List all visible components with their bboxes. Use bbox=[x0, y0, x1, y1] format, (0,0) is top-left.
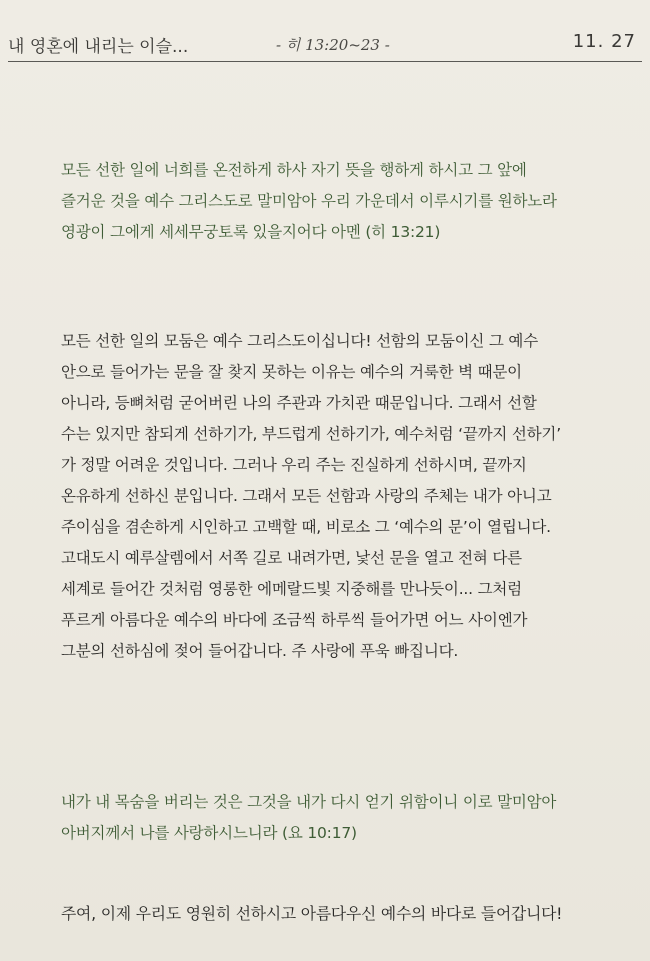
scripture-line: 내가 내 목숨을 버리는 것은 그것을 내가 다시 얻기 위함이니 이로 말미암아 bbox=[61, 793, 557, 811]
closing-prayer bbox=[61, 898, 630, 929]
paragraph-line: 가 정말 어려운 것입니다. 그러나 우리 주는 진실하게 선하시며, 끝까지 bbox=[61, 456, 527, 474]
paragraph-line: 온유하게 선하신 분입니다. 그래서 모든 선함과 사랑의 주체는 내가 아니고 bbox=[61, 487, 552, 505]
running-header bbox=[8, 30, 642, 58]
paragraph-line: 푸르게 아름다운 예수의 바다에 조금씩 하루씩 들어가면 어느 사이엔가 bbox=[61, 611, 528, 629]
paragraph-line: 수는 있지만 참되게 선하기가, 부드럽게 선하기가, 예수처럼 ‘끝까지 선하기’ bbox=[61, 425, 561, 443]
scripture-line: 모든 선한 일에 너희를 온전하게 하사 자기 뜻을 행하게 하시고 그 앞에 bbox=[61, 161, 527, 179]
header-title: 내 영혼에 내리는 이슬... bbox=[8, 37, 189, 57]
paragraph-line: 아니라, 등뼈처럼 굳어버린 나의 주관과 가치관 때문입니다. 그래서 선할 bbox=[61, 394, 537, 412]
scripture-quote-hebrews bbox=[61, 155, 630, 248]
header-divider bbox=[8, 61, 642, 62]
paragraph-line: 세계로 들어간 것처럼 영롱한 에메랄드빛 지중해를 만나듯이... 그처럼 bbox=[61, 580, 522, 598]
prayer-line: 주여, 이제 우리도 영원히 선하시고 아름다우신 예수의 바다로 들어갑니다! bbox=[61, 904, 563, 923]
paragraph-line: 주이심을 겸손하게 시인하고 고백할 때, 비로소 그 ‘예수의 문’이 열립니다. bbox=[61, 518, 551, 536]
paragraph-line: 고대도시 예루살렘에서 서쪽 길로 내려가면, 낯선 문을 열고 전혀 다른 bbox=[61, 549, 522, 567]
paragraph-line: 안으로 들어가는 문을 잘 찾지 못하는 이유는 예수의 거룩한 벽 때문이 bbox=[61, 363, 522, 381]
header-date: 11. 27 bbox=[572, 31, 636, 52]
scripture-line: 영광이 그에게 세세무궁토록 있을지어다 아멘 (히 13:21) bbox=[61, 223, 441, 241]
meditation-paragraph bbox=[61, 326, 630, 667]
scripture-line: 아버지께서 나를 사랑하시느니라 (요 10:17) bbox=[61, 824, 357, 842]
paragraph-line: 모든 선한 일의 모둠은 예수 그리스도이십니다! 선함의 모둠이신 그 예수 bbox=[61, 332, 538, 350]
scripture-line: 즐거운 것을 예수 그리스도로 말미암아 우리 가운데서 이루시기를 원하노라 bbox=[61, 192, 557, 210]
paragraph-line: 그분의 선하심에 젖어 들어갑니다. 주 사랑에 푸욱 빠집니다. bbox=[61, 642, 459, 660]
header-scripture-reference: - 히 13:20~23 - bbox=[276, 36, 390, 54]
scripture-quote-john bbox=[61, 787, 630, 849]
